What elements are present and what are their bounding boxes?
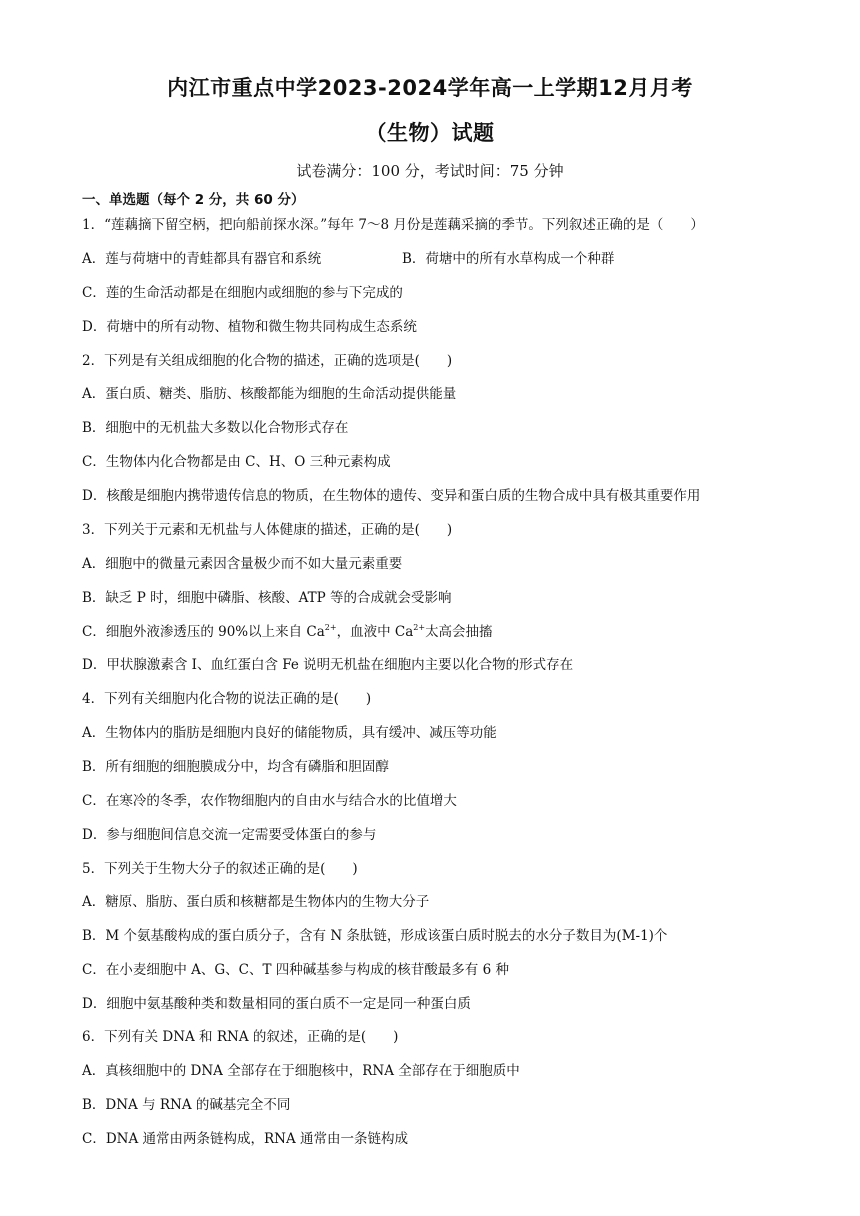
question-2-stem: 2．下列是有关组成细胞的化合物的描述，正确的选项是( ) [82,353,453,369]
question-3-stem: 3．下列关于元素和无机盐与人体健康的描述，正确的是( ) [82,522,453,538]
question-4-option-d: D．参与细胞间信息交流一定需要受体蛋白的参与 [82,827,377,843]
question-2-option-c: C．生物体内化合物都是由 C、H、O 三种元素构成 [82,454,391,470]
question-6-stem: 6．下列有关 DNA 和 RNA 的叙述，正确的是( ) [82,1029,399,1045]
question-2-option-b: B．细胞中的无机盐大多数以化合物形式存在 [82,420,349,436]
calcium-charge-1: 2+ [324,623,337,632]
question-1-stem: 1．“莲藕摘下留空柄，把向船前探水深。”每年 7～8 月份是莲藕采摘的季节。下列叙述正确的是（ ） [82,217,704,233]
option-c-text-3: 太高会抽搐 [425,624,493,640]
calcium-charge-2: 2+ [413,623,426,632]
question-4-option-c: C．在寒冷的冬季，农作物细胞内的自由水与结合水的比值增大 [82,793,457,809]
question-4-option-b: B．所有细胞的细胞膜成分中，均含有磷脂和胆固醇 [82,759,389,775]
question-3-option-c [82,623,493,641]
option-c-text-1: C．细胞外液渗透压的 90%以上来自 Ca [82,624,325,640]
section-heading: 一、单选题（每个 2 分，共 60 分） [82,192,305,208]
question-3-option-b: B．缺乏 P 时，细胞中磷脂、核酸、ATP 等的合成就会受影响 [82,590,452,606]
question-1-option-d: D．荷塘中的所有动物、植物和微生物共同构成生态系统 [82,319,417,335]
question-2-option-d: D．核酸是细胞内携带遗传信息的物质，在生物体的遗传、变异和蛋白质的生物合成中具有极其重要作用 [82,488,701,504]
question-4-stem: 4．下列有关细胞内化合物的说法正确的是( ) [82,691,372,707]
question-5-option-a: A．糖原、脂肪、蛋白质和核糖都是生物体内的生物大分子 [82,894,430,910]
question-5-option-d: D．细胞中氨基酸种类和数量相同的蛋白质不一定是同一种蛋白质 [82,996,471,1012]
question-4-option-a: A．生物体内的脂肪是细胞内良好的储能物质，具有缓冲、减压等功能 [82,725,497,741]
question-1-option-b: B．荷塘中的所有水草构成一个种群 [402,251,615,267]
question-6-option-a: A．真核细胞中的 DNA 全部存在于细胞核中，RNA 全部存在于细胞质中 [82,1063,520,1079]
question-6-option-c: C．DNA 通常由两条链构成，RNA 通常由一条链构成 [82,1131,409,1147]
question-3-option-a: A．细胞中的微量元素因含量极少而不如大量元素重要 [82,556,403,572]
question-2-option-a: A．蛋白质、糖类、脂肪、核酸都能为细胞的生命活动提供能量 [82,386,457,402]
option-c-text-2: ，血液中 Ca [336,624,414,640]
question-1-option-c: C．莲的生命活动都是在细胞内或细胞的参与下完成的 [82,285,403,301]
question-6-option-b: B．DNA 与 RNA 的碱基完全不同 [82,1097,291,1113]
question-3-option-d: D．甲状腺激素含 I、血红蛋白含 Fe 说明无机盐在细胞内主要以化合物的形式存在 [82,657,574,673]
question-5-option-b: B．M 个氨基酸构成的蛋白质分子，含有 N 条肽链，形成该蛋白质时脱去的水分子数目为(M-1)个 [82,928,668,944]
question-5-option-c: C．在小麦细胞中 A、G、C、T 四种碱基参与构成的核苷酸最多有 6 种 [82,962,509,978]
question-1-option-a: A．莲与荷塘中的青蛙都具有器官和系统 [82,251,322,267]
question-5-stem: 5．下列关于生物大分子的叙述正确的是( ) [82,861,358,877]
page-title: 内江市重点中学2023-2024学年高一上学期12月月考 [167,76,693,100]
page-subtitle: （生物）试题 [365,121,495,145]
exam-meta: 试卷满分：100 分，考试时间：75 分钟 [296,162,564,180]
